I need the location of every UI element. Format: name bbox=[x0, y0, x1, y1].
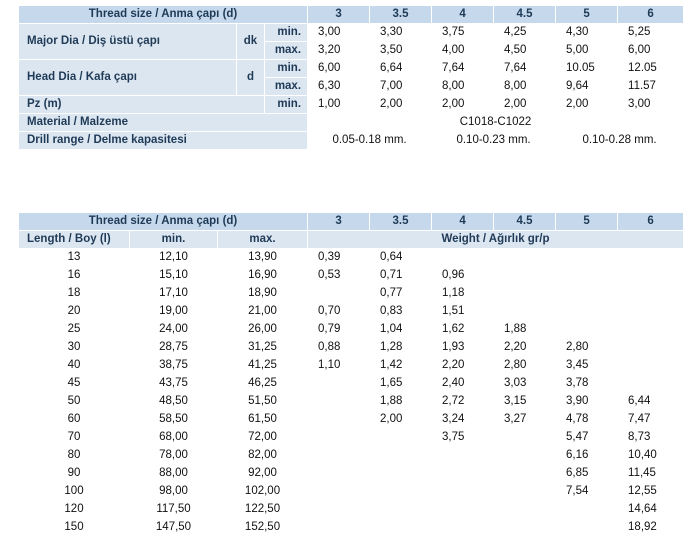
weight-value bbox=[370, 483, 432, 501]
thread-size-header: Thread size / Anma çapı (d) bbox=[19, 213, 308, 231]
minmax-label: min. bbox=[265, 24, 308, 42]
cell-value: 4,25 bbox=[494, 24, 556, 42]
weight-value: 1,88 bbox=[494, 321, 556, 339]
weight-value bbox=[494, 267, 556, 285]
length-max: 18,90 bbox=[218, 285, 308, 303]
length-min: 117,50 bbox=[130, 501, 218, 519]
row-label-material: Material / Malzeme bbox=[19, 114, 308, 132]
size-header-3: 3 bbox=[308, 6, 370, 24]
length-max: 31,25 bbox=[218, 339, 308, 357]
length-value: 60 bbox=[19, 411, 130, 429]
table-row bbox=[19, 6, 684, 24]
weight-value: 2,80 bbox=[494, 357, 556, 375]
weight-value bbox=[618, 249, 684, 267]
cell-value: 2,00 bbox=[494, 96, 556, 114]
weight-value: 1,28 bbox=[370, 339, 432, 357]
weight-table bbox=[18, 212, 684, 537]
weight-value: 12,55 bbox=[618, 483, 684, 501]
cell-value: 6,00 bbox=[618, 42, 684, 60]
row-label-major-dia: Major Dia / Diş üstü çapı bbox=[19, 24, 237, 60]
weight-value: 2,00 bbox=[370, 411, 432, 429]
length-value: 120 bbox=[19, 501, 130, 519]
size-header-4: 4 bbox=[432, 213, 494, 231]
weight-header: Weight / Ağırlık gr/p bbox=[308, 231, 684, 249]
weight-value: 7,54 bbox=[556, 483, 618, 501]
length-max: 13,90 bbox=[218, 249, 308, 267]
weight-value bbox=[556, 285, 618, 303]
length-min: 58,50 bbox=[130, 411, 218, 429]
weight-value: 0,88 bbox=[308, 339, 370, 357]
weight-value bbox=[494, 465, 556, 483]
weight-value: 1,42 bbox=[370, 357, 432, 375]
weight-value: 1,10 bbox=[308, 357, 370, 375]
row-symbol-d: d bbox=[237, 60, 265, 96]
length-max: 152,50 bbox=[218, 519, 308, 537]
cell-value: 11.57 bbox=[618, 78, 684, 96]
length-value: 80 bbox=[19, 447, 130, 465]
length-max: 122,50 bbox=[218, 501, 308, 519]
length-max: 41,25 bbox=[218, 357, 308, 375]
minmax-label: min. bbox=[265, 96, 308, 114]
size-header-3-5: 3.5 bbox=[370, 6, 432, 24]
size-header-4-5: 4.5 bbox=[494, 6, 556, 24]
weight-value bbox=[432, 465, 494, 483]
weight-value: 2,20 bbox=[494, 339, 556, 357]
weight-value: 3,27 bbox=[494, 411, 556, 429]
weight-value: 1,65 bbox=[370, 375, 432, 393]
length-min: 17,10 bbox=[130, 285, 218, 303]
weight-value: 0,64 bbox=[370, 249, 432, 267]
drill-range-value: 0.10-0.28 mm. bbox=[556, 132, 684, 150]
weight-value bbox=[370, 501, 432, 519]
cell-value: 6,30 bbox=[308, 78, 370, 96]
weight-value: 0,39 bbox=[308, 249, 370, 267]
weight-value bbox=[618, 321, 684, 339]
length-value: 13 bbox=[19, 249, 130, 267]
length-value: 50 bbox=[19, 393, 130, 411]
cell-value: 4,00 bbox=[432, 42, 494, 60]
table-row bbox=[19, 24, 684, 42]
cell-value: 5,00 bbox=[556, 42, 618, 60]
weight-value: 3,90 bbox=[556, 393, 618, 411]
weight-value: 5,47 bbox=[556, 429, 618, 447]
table-row bbox=[19, 231, 684, 249]
length-max: 51,50 bbox=[218, 393, 308, 411]
weight-value: 4,78 bbox=[556, 411, 618, 429]
table-row bbox=[19, 285, 684, 303]
weight-value: 0,96 bbox=[432, 267, 494, 285]
weight-value bbox=[618, 285, 684, 303]
weight-value: 1,04 bbox=[370, 321, 432, 339]
length-max: 46,25 bbox=[218, 375, 308, 393]
length-min: 78,00 bbox=[130, 447, 218, 465]
cell-value: 3,00 bbox=[618, 96, 684, 114]
cell-value: 7,64 bbox=[494, 60, 556, 78]
weight-value bbox=[308, 429, 370, 447]
cell-value: 7,00 bbox=[370, 78, 432, 96]
length-max: 102,00 bbox=[218, 483, 308, 501]
cell-value: 3,20 bbox=[308, 42, 370, 60]
weight-value bbox=[370, 429, 432, 447]
thread-size-header: Thread size / Anma çapı (d) bbox=[19, 6, 308, 24]
weight-value bbox=[432, 447, 494, 465]
dimensions-table bbox=[18, 5, 684, 150]
weight-value bbox=[556, 501, 618, 519]
length-min: 98,00 bbox=[130, 483, 218, 501]
length-min: 19,00 bbox=[130, 303, 218, 321]
weight-value bbox=[308, 501, 370, 519]
weight-value: 11,45 bbox=[618, 465, 684, 483]
length-max: 21,00 bbox=[218, 303, 308, 321]
cell-value: 6,00 bbox=[308, 60, 370, 78]
cell-value: 3,30 bbox=[370, 24, 432, 42]
drill-range-value: 0.10-0.23 mm. bbox=[432, 132, 556, 150]
weight-value bbox=[432, 483, 494, 501]
table-row bbox=[19, 267, 684, 285]
weight-value bbox=[494, 303, 556, 321]
weight-value: 1,93 bbox=[432, 339, 494, 357]
weight-value: 2,72 bbox=[432, 393, 494, 411]
table-row bbox=[19, 357, 684, 375]
length-min: 12,10 bbox=[130, 249, 218, 267]
row-label-drill-range: Drill range / Delme kapasitesi bbox=[19, 132, 308, 150]
weight-value bbox=[556, 249, 618, 267]
cell-value: 7,64 bbox=[432, 60, 494, 78]
weight-value: 1,88 bbox=[370, 393, 432, 411]
weight-value: 3,45 bbox=[556, 357, 618, 375]
row-label-pz: Pz (m) bbox=[19, 96, 265, 114]
weight-value bbox=[494, 501, 556, 519]
weight-value bbox=[308, 447, 370, 465]
table-row bbox=[19, 519, 684, 537]
weight-value bbox=[370, 447, 432, 465]
length-value: 90 bbox=[19, 465, 130, 483]
size-header-4-5: 4.5 bbox=[494, 213, 556, 231]
cell-value: 2,00 bbox=[370, 96, 432, 114]
length-header: Length / Boy (l) bbox=[19, 231, 130, 249]
material-value: C1018-C1022 bbox=[308, 114, 684, 132]
length-value: 40 bbox=[19, 357, 130, 375]
length-max: 72,00 bbox=[218, 429, 308, 447]
weight-value bbox=[494, 429, 556, 447]
size-header-3-5: 3.5 bbox=[370, 213, 432, 231]
weight-value bbox=[432, 501, 494, 519]
table-row bbox=[19, 501, 684, 519]
cell-value: 3,00 bbox=[308, 24, 370, 42]
weight-value: 1,51 bbox=[432, 303, 494, 321]
length-value: 150 bbox=[19, 519, 130, 537]
length-min: 43,75 bbox=[130, 375, 218, 393]
size-header-6: 6 bbox=[618, 213, 684, 231]
weight-value: 6,85 bbox=[556, 465, 618, 483]
drill-range-value: 0.05-0.18 mm. bbox=[308, 132, 432, 150]
weight-value: 7,47 bbox=[618, 411, 684, 429]
weight-value: 6,44 bbox=[618, 393, 684, 411]
weight-value bbox=[494, 519, 556, 537]
weight-value bbox=[556, 519, 618, 537]
length-min: 88,00 bbox=[130, 465, 218, 483]
weight-value: 3,78 bbox=[556, 375, 618, 393]
weight-value: 0,70 bbox=[308, 303, 370, 321]
weight-value bbox=[308, 285, 370, 303]
length-max: 82,00 bbox=[218, 447, 308, 465]
weight-value bbox=[432, 249, 494, 267]
size-header-5: 5 bbox=[556, 213, 618, 231]
size-header-5: 5 bbox=[556, 6, 618, 24]
length-max: 92,00 bbox=[218, 465, 308, 483]
weight-value bbox=[308, 519, 370, 537]
table-row bbox=[19, 213, 684, 231]
minmax-label: max. bbox=[265, 42, 308, 60]
cell-value: 10.05 bbox=[556, 60, 618, 78]
table-row bbox=[19, 60, 684, 78]
cell-value: 2,00 bbox=[432, 96, 494, 114]
row-symbol-dk: dk bbox=[237, 24, 265, 60]
table-row bbox=[19, 114, 684, 132]
length-value: 70 bbox=[19, 429, 130, 447]
weight-value: 0,79 bbox=[308, 321, 370, 339]
table-row bbox=[19, 303, 684, 321]
weight-value: 2,40 bbox=[432, 375, 494, 393]
weight-value: 18,92 bbox=[618, 519, 684, 537]
minmax-label: max. bbox=[265, 78, 308, 96]
weight-value: 1,18 bbox=[432, 285, 494, 303]
length-min: 24,00 bbox=[130, 321, 218, 339]
length-max: 26,00 bbox=[218, 321, 308, 339]
length-min: 48,50 bbox=[130, 393, 218, 411]
weight-value bbox=[618, 339, 684, 357]
cell-value: 6,64 bbox=[370, 60, 432, 78]
cell-value: 2,00 bbox=[556, 96, 618, 114]
weight-value: 3,03 bbox=[494, 375, 556, 393]
weight-value bbox=[494, 285, 556, 303]
table-row bbox=[19, 321, 684, 339]
size-header-6: 6 bbox=[618, 6, 684, 24]
weight-value: 0,53 bbox=[308, 267, 370, 285]
length-value: 16 bbox=[19, 267, 130, 285]
weight-value bbox=[556, 321, 618, 339]
weight-value: 8,73 bbox=[618, 429, 684, 447]
weight-value bbox=[370, 519, 432, 537]
cell-value: 4,50 bbox=[494, 42, 556, 60]
cell-value: 12.05 bbox=[618, 60, 684, 78]
cell-value: 1,00 bbox=[308, 96, 370, 114]
weight-value bbox=[308, 411, 370, 429]
table-row bbox=[19, 447, 684, 465]
table-row bbox=[19, 429, 684, 447]
length-min: 28,75 bbox=[130, 339, 218, 357]
weight-value bbox=[494, 447, 556, 465]
weight-value: 6,16 bbox=[556, 447, 618, 465]
max-header: max. bbox=[218, 231, 308, 249]
weight-value: 1,62 bbox=[432, 321, 494, 339]
minmax-label: min. bbox=[265, 60, 308, 78]
weight-value bbox=[618, 267, 684, 285]
weight-value bbox=[308, 465, 370, 483]
weight-value bbox=[618, 375, 684, 393]
weight-value: 0,83 bbox=[370, 303, 432, 321]
min-header: min. bbox=[130, 231, 218, 249]
length-min: 15,10 bbox=[130, 267, 218, 285]
weight-value bbox=[432, 519, 494, 537]
length-value: 25 bbox=[19, 321, 130, 339]
weight-value bbox=[308, 483, 370, 501]
cell-value: 5,25 bbox=[618, 24, 684, 42]
cell-value: 8,00 bbox=[432, 78, 494, 96]
weight-value: 3,75 bbox=[432, 429, 494, 447]
weight-value bbox=[494, 483, 556, 501]
weight-value bbox=[556, 267, 618, 285]
table-row bbox=[19, 249, 684, 267]
size-header-3: 3 bbox=[308, 213, 370, 231]
cell-value: 4,30 bbox=[556, 24, 618, 42]
weight-value bbox=[556, 303, 618, 321]
weight-value: 2,80 bbox=[556, 339, 618, 357]
length-value: 30 bbox=[19, 339, 130, 357]
weight-value: 14,64 bbox=[618, 501, 684, 519]
table-row bbox=[19, 483, 684, 501]
table-row bbox=[19, 411, 684, 429]
weight-value bbox=[370, 465, 432, 483]
length-max: 61,50 bbox=[218, 411, 308, 429]
length-value: 100 bbox=[19, 483, 130, 501]
weight-value: 3,15 bbox=[494, 393, 556, 411]
cell-value: 3,75 bbox=[432, 24, 494, 42]
weight-value bbox=[494, 249, 556, 267]
table-row bbox=[19, 96, 684, 114]
length-value: 45 bbox=[19, 375, 130, 393]
cell-value: 8,00 bbox=[494, 78, 556, 96]
size-header-4: 4 bbox=[432, 6, 494, 24]
weight-value bbox=[618, 303, 684, 321]
length-min: 68,00 bbox=[130, 429, 218, 447]
length-value: 18 bbox=[19, 285, 130, 303]
table-row bbox=[19, 375, 684, 393]
table-row bbox=[19, 339, 684, 357]
weight-value: 0,71 bbox=[370, 267, 432, 285]
length-max: 16,90 bbox=[218, 267, 308, 285]
cell-value: 9,64 bbox=[556, 78, 618, 96]
weight-value: 2,20 bbox=[432, 357, 494, 375]
weight-value bbox=[308, 375, 370, 393]
table-row bbox=[19, 393, 684, 411]
length-value: 20 bbox=[19, 303, 130, 321]
table-row bbox=[19, 465, 684, 483]
weight-value: 10,40 bbox=[618, 447, 684, 465]
length-min: 147,50 bbox=[130, 519, 218, 537]
row-label-head-dia: Head Dia / Kafa çapı bbox=[19, 60, 237, 96]
weight-value bbox=[618, 357, 684, 375]
weight-value: 0,77 bbox=[370, 285, 432, 303]
length-min: 38,75 bbox=[130, 357, 218, 375]
weight-value bbox=[308, 393, 370, 411]
table-row bbox=[19, 132, 684, 150]
weight-value: 3,24 bbox=[432, 411, 494, 429]
cell-value: 3,50 bbox=[370, 42, 432, 60]
